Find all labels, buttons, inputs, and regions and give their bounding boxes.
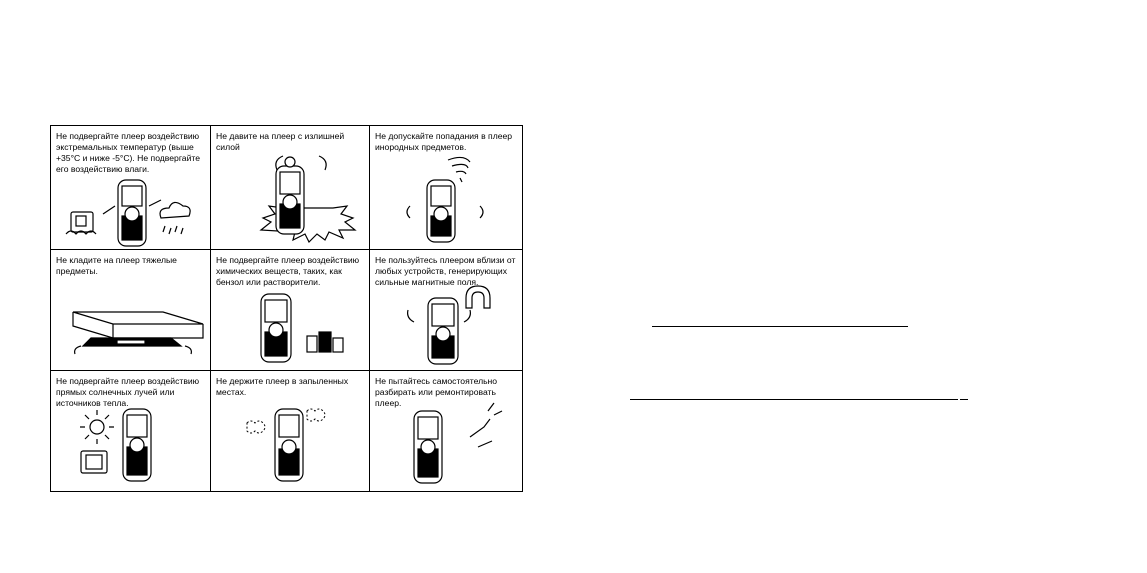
precaution-text: Не подвергайте плеер воздействию химических веществ, таких, как бензол или растворители. (216, 255, 360, 287)
precaution-cell-sunlight (51, 371, 211, 491)
precaution-text: Не давите на плеер с излишней силой (216, 131, 345, 152)
precaution-cell-heavy-objects (51, 250, 211, 371)
precaution-cell-foreign-objects (370, 126, 522, 250)
precaution-text: Не пытайтесь самостоятельно разбирать или ремонтировать плеер. (375, 376, 498, 408)
precaution-text: Не допускайте попадания в плеер инородных предметов. (375, 131, 513, 152)
precautions-table (50, 125, 523, 492)
blank-line-2-tail (960, 399, 968, 400)
precaution-cell-temperature (51, 126, 211, 250)
precaution-text: Не подвергайте плеер воздействию экстремальных температур (выше +35°С и ниже -5°С). Не подвергайте его воздействию влаги. (56, 131, 200, 174)
precaution-cell-dust (211, 371, 370, 491)
precaution-cell-pressure (211, 126, 370, 250)
precaution-text: Не кладите на плеер тяжелые предметы. (56, 255, 177, 276)
precaution-text: Не держите плеер в запыленных местах. (216, 376, 349, 397)
precaution-cell-magnetic (370, 250, 522, 371)
precaution-text: Не подвергайте плеер воздействию прямых солнечных лучей или источников тепла. (56, 376, 200, 408)
precaution-text: Не пользуйтесь плеером вблизи от любых устройств, генерирующих сильные магнитные поля. (375, 255, 516, 287)
precaution-cell-chemicals (211, 250, 370, 371)
blank-line-1 (652, 326, 908, 327)
blank-line-2 (630, 399, 958, 400)
precaution-cell-disassembly (370, 371, 522, 491)
